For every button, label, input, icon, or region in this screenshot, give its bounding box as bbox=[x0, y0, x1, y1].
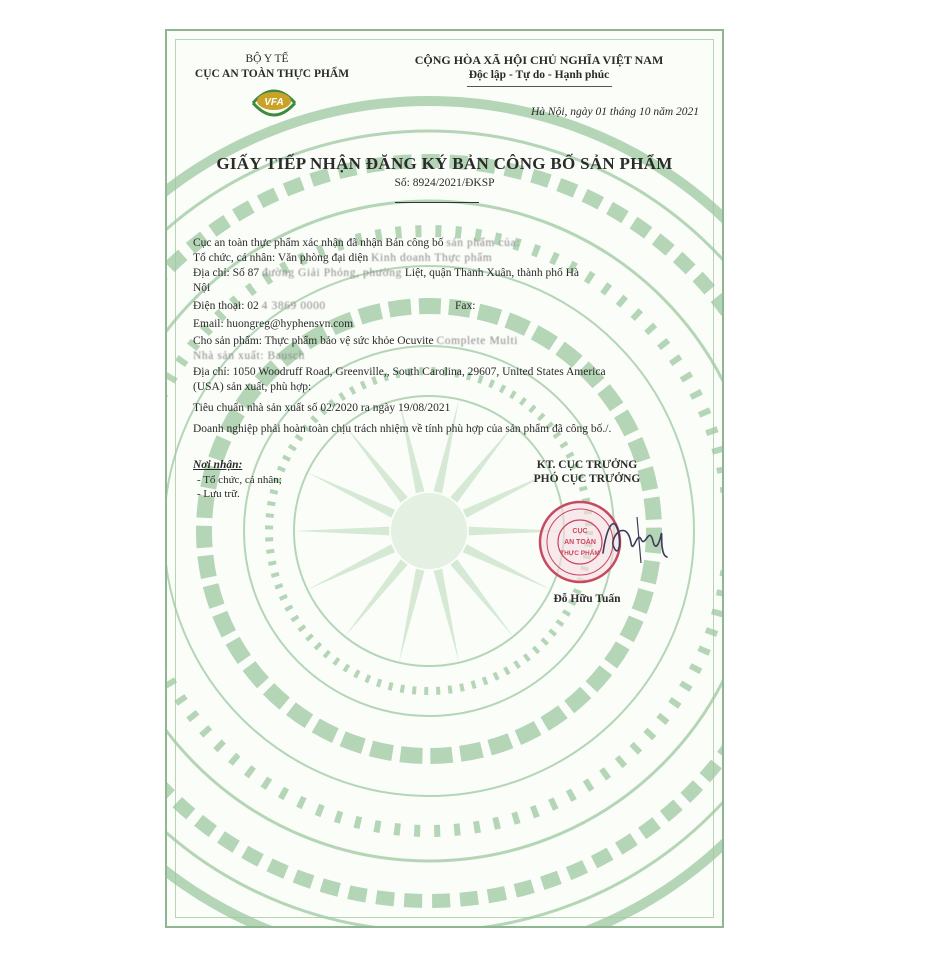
fax-label: Fax: bbox=[455, 300, 476, 312]
body-line-responsibility: Doanh nghiệp phải hoàn toàn chịu trách nhiệm về tính phù hợp của sản phẩm đã công bố./. bbox=[193, 423, 612, 435]
redacted-text: Kinh doanh Thực phẩm bbox=[371, 252, 493, 264]
body-line-email: Email: huongreg@hyphensvn.com bbox=[193, 318, 354, 330]
svg-text:AN TOÀN: AN TOÀN bbox=[564, 539, 596, 546]
product-label: Cho sản phẩm: Thực phẩm bảo vệ sức khỏe Ocuvite bbox=[193, 335, 434, 347]
body-line-product bbox=[193, 334, 518, 348]
body-line-manufacturer-address: Địa chỉ: 1050 Woodruff Road, Greenville,, South Carolina, 29607, United States America bbox=[193, 366, 606, 378]
svg-text:CỤC: CỤC bbox=[572, 528, 588, 535]
redacted-text: đường Giải Phóng, phường bbox=[262, 267, 402, 279]
body-line-manufacturer-address-cont: (USA) sản xuất, phù hợp: bbox=[193, 381, 312, 393]
address-text: Liệt, quận Thanh Xuân, thành phố Hà bbox=[404, 267, 580, 279]
signature-title: KT. CỤC TRƯỞNG bbox=[536, 459, 638, 471]
motto-underline bbox=[467, 86, 612, 87]
body-line-manufacturer bbox=[193, 349, 305, 363]
redacted-text: 4 3869 0000 bbox=[261, 300, 326, 312]
document-number: Số: 8924/2021/ĐKSP bbox=[394, 177, 495, 189]
recipients-title: Nơi nhận: bbox=[193, 459, 243, 471]
handwritten-signature bbox=[597, 505, 677, 567]
signer-name: Đỗ Hữu Tuấn bbox=[553, 593, 621, 605]
body-line-organization bbox=[193, 251, 492, 265]
vfa-logo-icon bbox=[247, 81, 301, 121]
address-label: Địa chỉ: Số 87 bbox=[193, 267, 260, 279]
recipient-item: - Tổ chức, cá nhân; bbox=[197, 474, 282, 486]
body-line-address bbox=[193, 266, 579, 280]
document-title: GIẤY TIẾP NHẬN ĐĂNG KÝ BẢN CÔNG BỐ SẢN PHẨM bbox=[216, 154, 673, 173]
body-line-confirmation bbox=[193, 236, 520, 250]
redacted-text: Nhà sản xuất: Bausch bbox=[193, 350, 305, 362]
svg-text:VFA: VFA bbox=[264, 97, 284, 108]
ministry-name: BỘ Y TẾ bbox=[245, 53, 289, 65]
agency-name: CỤC AN TOÀN THỰC PHẨM bbox=[194, 68, 350, 80]
national-motto: Độc lập - Tự do - Hạnh phúc bbox=[468, 69, 610, 81]
phone-label: Điện thoại: 02 bbox=[193, 300, 259, 312]
svg-text:THỰC PHẨM: THỰC PHẨM bbox=[560, 550, 600, 557]
certificate-content bbox=[167, 31, 722, 926]
body-line-standard: Tiêu chuẩn nhà sản xuất số 02/2020 ra ngày 19/08/2021 bbox=[193, 402, 451, 414]
issue-date: Hà Nội, ngày 01 tháng 10 năm 2021 bbox=[530, 106, 699, 118]
body-line-phone bbox=[193, 299, 326, 313]
certificate-sheet bbox=[165, 29, 724, 928]
redacted-text: sản phẩm của: bbox=[446, 237, 521, 249]
republic-name: CỘNG HÒA XÃ HỘI CHỦ NGHĨA VIỆT NAM bbox=[414, 53, 664, 67]
confirmation-text: Cục an toàn thực phẩm xác nhận đã nhận Bản công bố bbox=[193, 237, 444, 249]
organization-label: Tổ chức, cá nhân: Văn phòng đại diện bbox=[193, 252, 369, 264]
redacted-text: Complete Multi bbox=[436, 335, 519, 347]
signature-subtitle: PHÓ CỤC TRƯỞNG bbox=[533, 473, 641, 485]
body-line-address-cont: Nội bbox=[193, 282, 211, 294]
number-underline bbox=[395, 202, 479, 203]
recipient-item: - Lưu trữ. bbox=[197, 488, 240, 500]
